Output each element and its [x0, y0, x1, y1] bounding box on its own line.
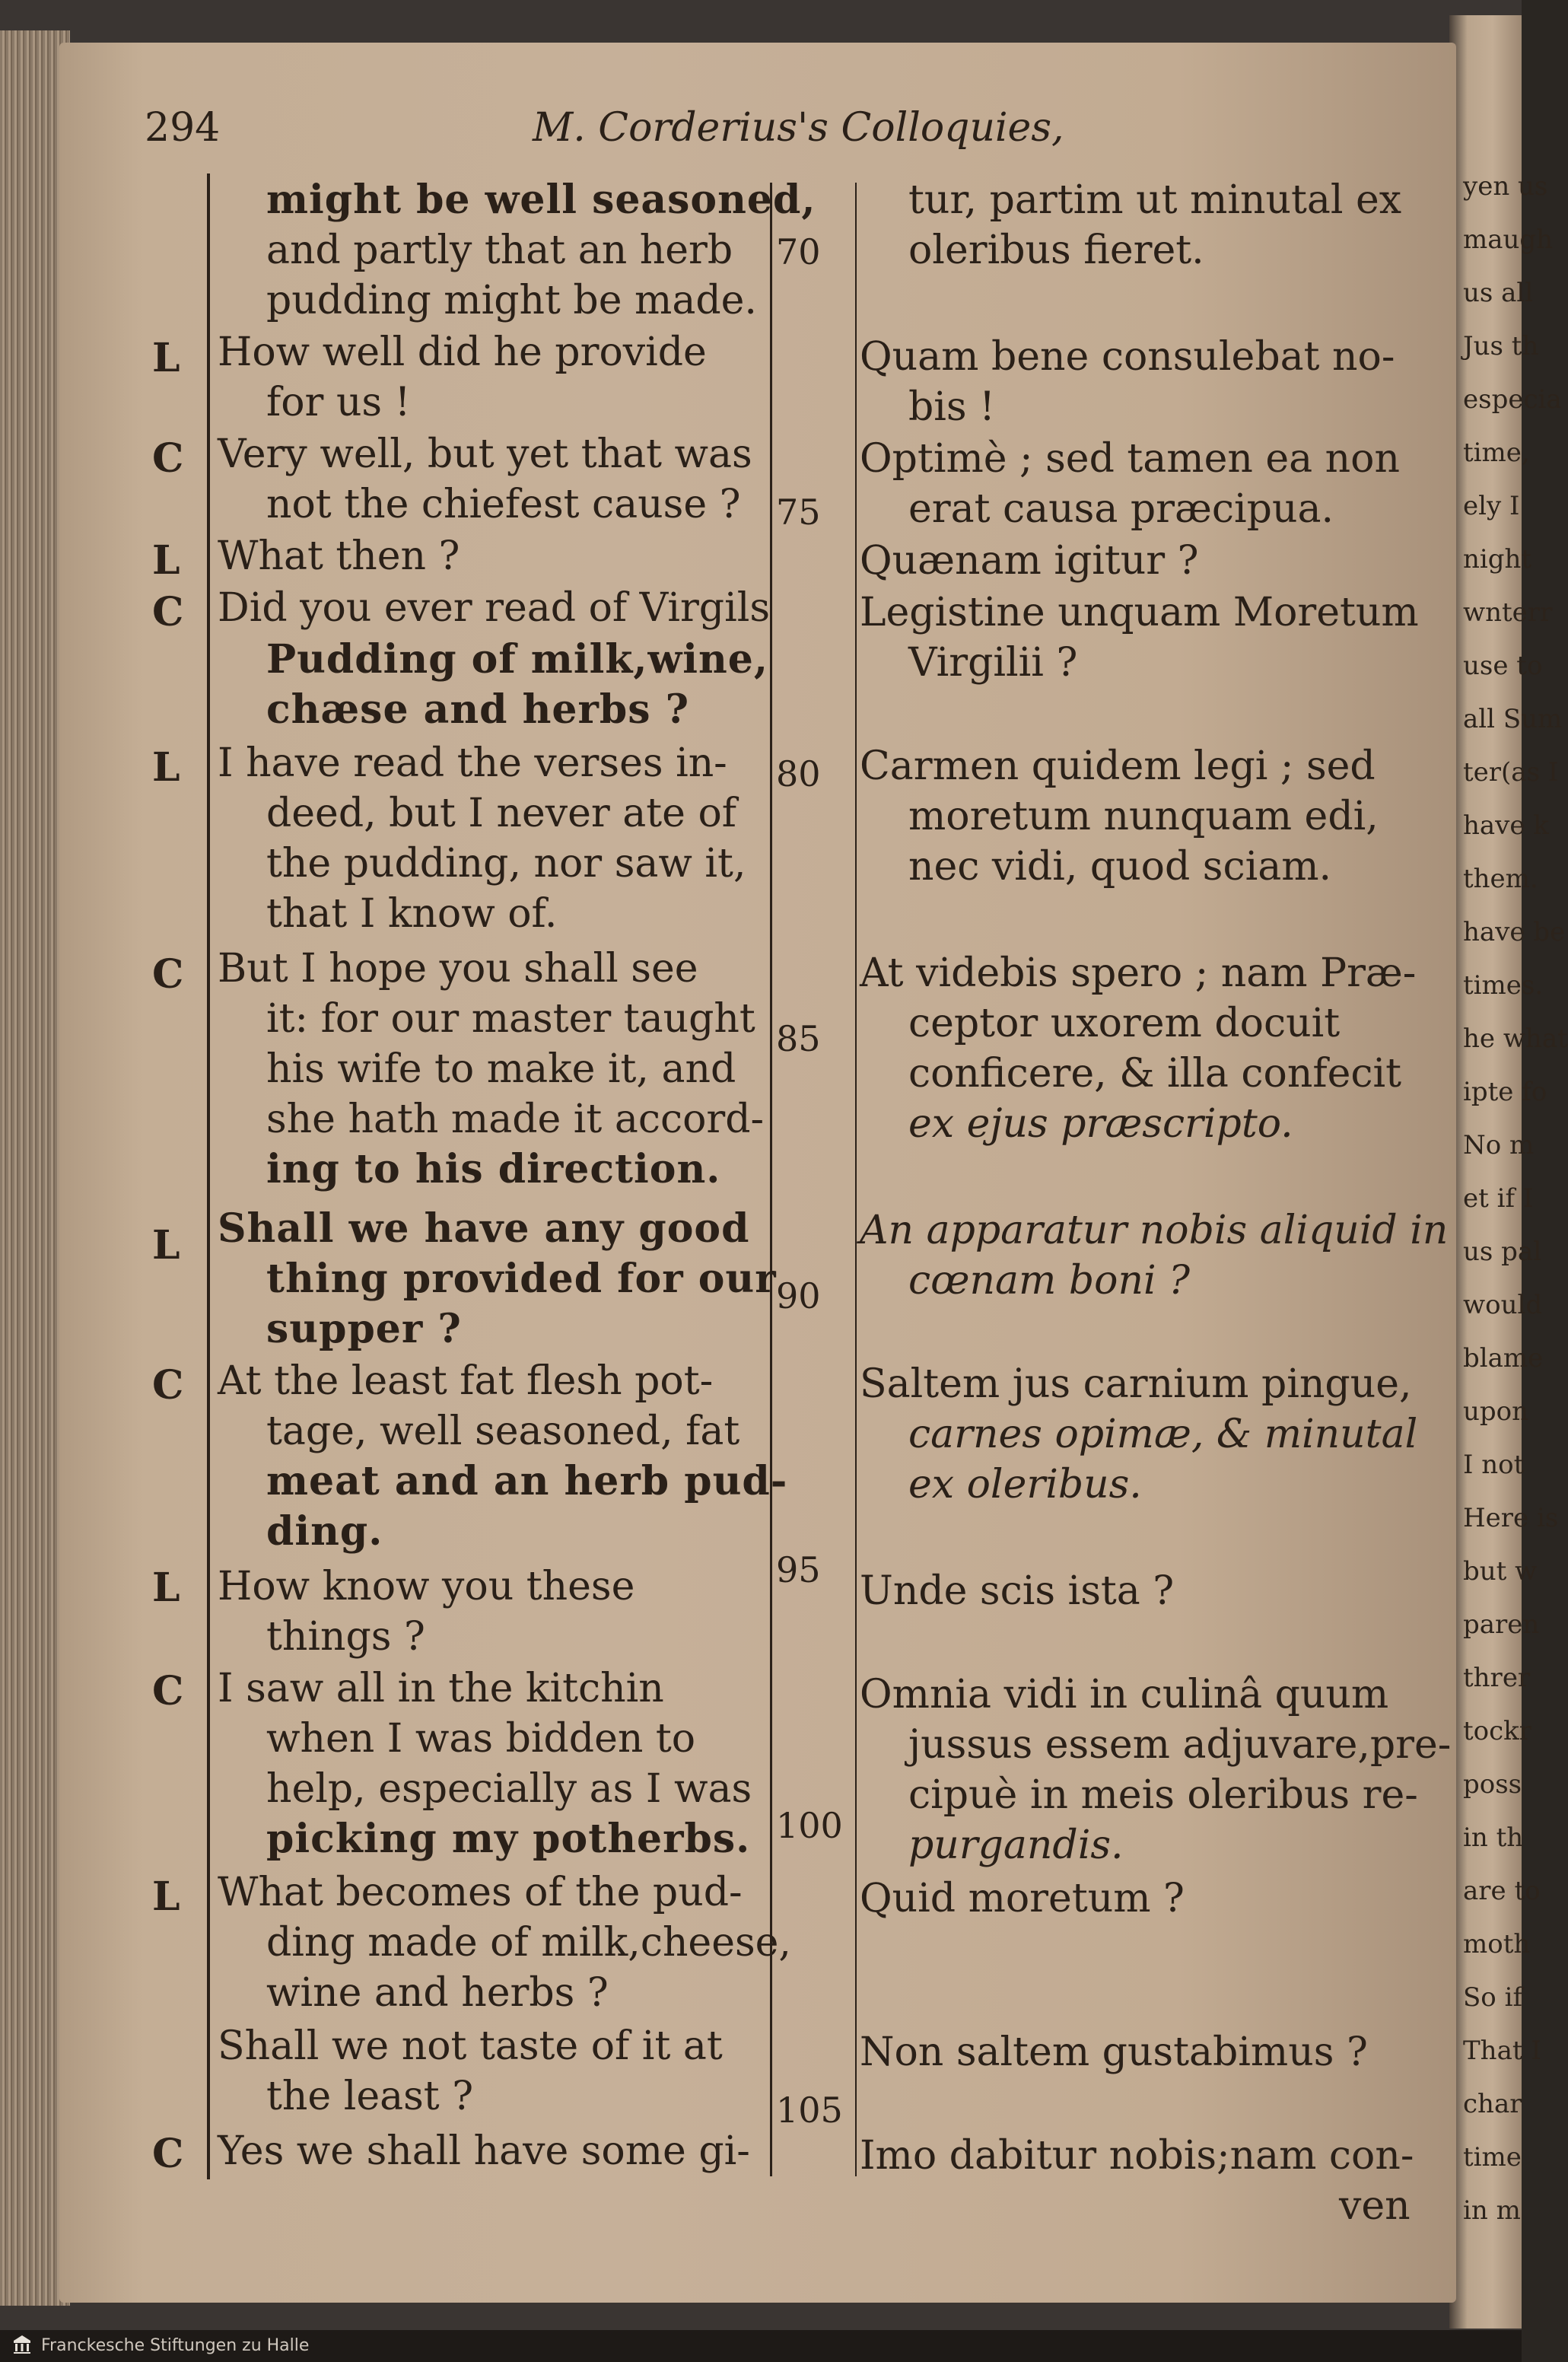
speaker-marker: L	[152, 1565, 180, 1611]
library-credit: Franckesche Stiftungen zu Halle	[41, 2336, 310, 2355]
line-number: 100	[776, 1805, 843, 1846]
english-line: tage, well seasoned, fat	[266, 1409, 740, 1454]
english-line: pudding might be made.	[266, 278, 757, 323]
latin-line: ex ejus præscripto.	[908, 1101, 1293, 1147]
english-line: wine and herbs ?	[266, 1970, 609, 2016]
english-line: How know you these	[218, 1564, 635, 1609]
latin-line: Saltem jus carnium pingue,	[860, 1361, 1412, 1407]
latin-line: Omnia vidi in culinâ quum	[860, 1672, 1389, 1717]
latin-line: Legistine unquam Moretum	[860, 590, 1419, 635]
latin-line: tur, partim ut minutal ex	[908, 177, 1402, 223]
english-line: supper ?	[266, 1306, 462, 1352]
speaker-marker: L	[152, 1873, 180, 1920]
english-line: Very well, but yet that was	[218, 431, 752, 477]
english-line: that I know of.	[266, 891, 558, 937]
adjacent-fragment: would	[1463, 1290, 1543, 1320]
adjacent-fragment: night	[1463, 544, 1532, 575]
english-line: But I hope you shall see	[218, 946, 698, 992]
adjacent-fragment: us all	[1463, 278, 1534, 308]
speaker-marker: C	[152, 1362, 184, 1409]
adjacent-fragment: That I	[1463, 2036, 1541, 2066]
speaker-marker: L	[152, 537, 180, 584]
library-logo-icon	[11, 2333, 33, 2356]
english-line: it: for our master taught	[266, 996, 755, 1042]
latin-line: moretum nunquam edi,	[908, 794, 1379, 839]
adjacent-fragment: in m	[1463, 2195, 1521, 2226]
line-number: 80	[776, 753, 821, 794]
adjacent-fragment: in th	[1463, 1822, 1524, 1853]
adjacent-fragment: have be	[1463, 917, 1566, 947]
adjacent-fragment: all Sum	[1463, 704, 1563, 734]
latin-line: ceptor uxorem docuit	[908, 1001, 1341, 1046]
adjacent-page-strip	[1449, 15, 1568, 2329]
english-line: Shall we have any good	[218, 1205, 750, 1252]
adjacent-fragment: ely I	[1463, 491, 1520, 521]
english-line: How well did he provide	[218, 329, 707, 375]
latin-line: Optimè ; sed tamen ea non	[860, 436, 1400, 482]
english-line: At the least fat flesh pot-	[218, 1358, 714, 1404]
latin-line: Non saltem gustabimus ?	[860, 2029, 1368, 2075]
latin-line: carnes opimæ, & minutal	[908, 1412, 1418, 1457]
english-line: the pudding, nor saw it,	[266, 841, 746, 887]
english-line: chæse and herbs ?	[266, 686, 690, 733]
latin-line: Carmen quidem legi ; sed	[860, 743, 1376, 789]
latin-line: erat causa præcipua.	[908, 486, 1334, 532]
english-line: things ?	[266, 1614, 425, 1660]
latin-line: An apparatur nobis aliquid in	[860, 1208, 1449, 1253]
english-line: not the chiefest cause ?	[266, 482, 741, 527]
adjacent-fragment: et if I	[1463, 1183, 1534, 1214]
latin-line: Quid moretum ?	[860, 1876, 1185, 1921]
line-number: 95	[776, 1549, 821, 1590]
english-line: deed, but I never ate of	[266, 791, 737, 836]
english-line: Pudding of milk,wine,	[266, 636, 768, 683]
english-line: What becomes of the pud-	[218, 1870, 743, 1915]
english-line: and partly that an herb	[266, 228, 733, 273]
speaker-marker: C	[152, 589, 184, 635]
speaker-marker: L	[152, 744, 180, 791]
english-line: Shall we not taste of it at	[218, 2023, 723, 2069]
english-line: I saw all in the kitchin	[218, 1666, 664, 1711]
adjacent-fragment: char	[1463, 2089, 1522, 2119]
english-line: I have read the verses in-	[218, 740, 727, 786]
english-line: when I was bidden to	[266, 1716, 696, 1762]
speaker-marker: C	[152, 951, 184, 998]
english-line: the least ?	[266, 2074, 474, 2119]
latin-line: ex oleribus.	[908, 1462, 1142, 1507]
english-line: for us !	[266, 380, 411, 425]
latin-line: At videbis spero ; nam Præ-	[860, 950, 1417, 996]
catchword: ven	[1339, 2183, 1411, 2229]
english-line: ding made of milk,cheese,	[266, 1920, 791, 1966]
adjacent-fragment: use to	[1463, 651, 1543, 681]
adjacent-fragment: tockr	[1463, 1716, 1532, 1746]
english-line: ing to his direction.	[266, 1146, 721, 1192]
adjacent-fragment: No m	[1463, 1130, 1535, 1160]
page-number: 294	[145, 105, 221, 151]
running-title: M. Corderius's Colloquies,	[533, 105, 1064, 151]
english-line: picking my potherbs.	[266, 1816, 751, 1862]
line-number: 70	[776, 231, 821, 272]
speaker-marker: C	[152, 1668, 184, 1714]
latin-line: nec vidi, quod sciam.	[908, 844, 1332, 890]
adjacent-fragment: moth	[1463, 1929, 1531, 1959]
line-number: 105	[776, 2090, 843, 2131]
adjacent-fragment: maugh	[1463, 224, 1554, 255]
speaker-marker: L	[152, 335, 180, 381]
english-line: thing provided for our	[266, 1256, 777, 1302]
adjacent-fragment: have k	[1463, 810, 1549, 841]
speaker-marker: C	[152, 2131, 184, 2177]
adjacent-fragment: I not	[1463, 1450, 1525, 1480]
latin-line: Imo dabitur nobis;nam con-	[860, 2133, 1414, 2179]
english-line: meat and an herb pud-	[266, 1458, 788, 1504]
line-number: 85	[776, 1018, 821, 1059]
latin-line: Quam bene consulebat no-	[860, 334, 1395, 380]
adjacent-fragment: upon	[1463, 1396, 1529, 1427]
speaker-marker: C	[152, 435, 184, 482]
adjacent-fragment: blame	[1463, 1343, 1544, 1374]
adjacent-fragment: us pal	[1463, 1237, 1542, 1267]
adjacent-fragment: he what	[1463, 1023, 1568, 1054]
adjacent-fragment: So if	[1463, 1982, 1523, 2013]
english-line: help, especially as I was	[266, 1766, 752, 1812]
adjacent-fragment: Jus th	[1463, 331, 1539, 361]
adjacent-fragment: are to	[1463, 1876, 1541, 1906]
adjacent-fragment: but w	[1463, 1556, 1538, 1587]
english-line: Did you ever read of Virgils	[218, 585, 771, 631]
adjacent-fragment: them.	[1463, 864, 1538, 894]
adjacent-fragment: especia	[1463, 384, 1562, 415]
latin-line: cipuè in meis oleribus re-	[908, 1772, 1418, 1818]
right-column-rule	[855, 183, 857, 2176]
speaker-marker: L	[152, 1222, 180, 1269]
line-number: 90	[776, 1275, 821, 1316]
left-column-rule	[770, 183, 772, 2176]
latin-line: bis !	[908, 384, 996, 430]
line-number: 75	[776, 492, 821, 533]
speaker-column-rule	[207, 173, 210, 2179]
adjacent-fragment: Here is	[1463, 1503, 1559, 1533]
adjacent-fragment: time	[1463, 2142, 1522, 2173]
adjacent-fragment: threr	[1463, 1663, 1531, 1693]
latin-line: cœnam boni ?	[908, 1258, 1190, 1304]
latin-line: Unde scis ista ?	[860, 1568, 1175, 1614]
english-line: she hath made it accord-	[266, 1097, 765, 1142]
adjacent-fragment: time,	[1463, 438, 1530, 468]
latin-line: Virgilii ?	[908, 640, 1078, 686]
english-line: ding.	[266, 1508, 383, 1555]
english-line: Yes we shall have some gi-	[218, 2128, 750, 2174]
latin-line: oleribus fieret.	[908, 228, 1204, 273]
adjacent-fragment: wnterr	[1463, 597, 1553, 628]
adjacent-fragment: yen us	[1463, 171, 1548, 202]
latin-line: conficere, & illa confecit	[908, 1051, 1402, 1097]
english-line: might be well seasoned,	[266, 177, 816, 223]
adjacent-fragment: ter(as I	[1463, 757, 1559, 788]
latin-line: purgandis.	[908, 1822, 1124, 1868]
adjacent-fragment: poss	[1463, 1769, 1522, 1800]
latin-line: jussus essem adjuvare,pre-	[908, 1722, 1452, 1768]
latin-line: Quænam igitur ?	[860, 538, 1199, 584]
english-line: What then ?	[218, 533, 460, 579]
adjacent-fragment: times.	[1463, 970, 1544, 1001]
adjacent-fragment: paren	[1463, 1609, 1540, 1640]
adjacent-fragment: ipte fo	[1463, 1077, 1547, 1107]
english-line: his wife to make it, and	[266, 1046, 736, 1092]
